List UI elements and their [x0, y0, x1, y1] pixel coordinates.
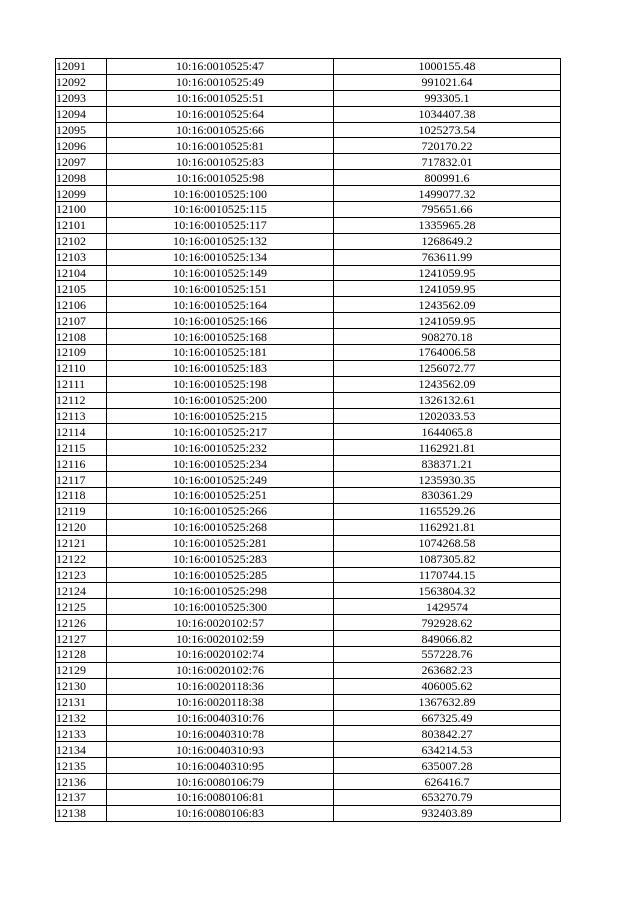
cadastral-code-cell: 10:16:0010525:168 [107, 329, 334, 345]
cadastral-code-cell: 10:16:0010525:98 [107, 170, 334, 186]
cadastral-code-cell: 10:16:0010525:249 [107, 472, 334, 488]
row-id-cell: 12133 [56, 726, 107, 742]
table-row [56, 789, 561, 805]
value-cell: 795651.66 [334, 202, 561, 218]
row-id-cell: 12097 [56, 154, 107, 170]
value-cell: 1243562.09 [334, 297, 561, 313]
table-row [56, 138, 561, 154]
value-cell: 1268649.2 [334, 233, 561, 249]
table-row [56, 662, 561, 678]
cadastral-code-cell: 10:16:0080106:83 [107, 805, 334, 821]
table-row [56, 217, 561, 233]
row-id-cell: 12122 [56, 551, 107, 567]
row-id-cell: 12118 [56, 488, 107, 504]
value-cell: 1241059.95 [334, 265, 561, 281]
row-id-cell: 12105 [56, 281, 107, 297]
table-row [56, 408, 561, 424]
row-id-cell: 12092 [56, 74, 107, 90]
table-row [56, 424, 561, 440]
row-id-cell: 12111 [56, 376, 107, 392]
value-cell: 1165529.26 [334, 503, 561, 519]
cadastral-code-cell: 10:16:0020102:57 [107, 615, 334, 631]
value-cell: 1644065.8 [334, 424, 561, 440]
table-row [56, 631, 561, 647]
row-id-cell: 12137 [56, 789, 107, 805]
value-cell: 1162921.81 [334, 440, 561, 456]
row-id-cell: 12110 [56, 360, 107, 376]
cadastral-code-cell: 10:16:0010525:83 [107, 154, 334, 170]
value-cell: 717832.01 [334, 154, 561, 170]
cadastral-code-cell: 10:16:0020118:38 [107, 694, 334, 710]
row-id-cell: 12123 [56, 567, 107, 583]
cadastral-code-cell: 10:16:0010525:49 [107, 74, 334, 90]
row-id-cell: 12126 [56, 615, 107, 631]
table-row [56, 233, 561, 249]
cadastral-code-cell: 10:16:0010525:132 [107, 233, 334, 249]
value-cell: 1241059.95 [334, 313, 561, 329]
cadastral-code-cell: 10:16:0020118:36 [107, 678, 334, 694]
value-cell: 803842.27 [334, 726, 561, 742]
cadastral-code-cell: 10:16:0010525:66 [107, 122, 334, 138]
cadastral-code-cell: 10:16:0010525:266 [107, 503, 334, 519]
table-row [56, 472, 561, 488]
table-row [56, 488, 561, 504]
cadastral-code-cell: 10:16:0010525:100 [107, 186, 334, 202]
cadastral-code-cell: 10:16:0010525:181 [107, 345, 334, 361]
row-id-cell: 12129 [56, 662, 107, 678]
row-id-cell: 12109 [56, 345, 107, 361]
records-table-body [56, 59, 561, 822]
row-id-cell: 12128 [56, 646, 107, 662]
row-id-cell: 12132 [56, 710, 107, 726]
table-row [56, 74, 561, 90]
cadastral-code-cell: 10:16:0010525:151 [107, 281, 334, 297]
value-cell: 406005.62 [334, 678, 561, 694]
value-cell: 763611.99 [334, 249, 561, 265]
row-id-cell: 12106 [56, 297, 107, 313]
row-id-cell: 12115 [56, 440, 107, 456]
table-row [56, 392, 561, 408]
value-cell: 653270.79 [334, 789, 561, 805]
cadastral-code-cell: 10:16:0010525:251 [107, 488, 334, 504]
table-row [56, 281, 561, 297]
value-cell: 1243562.09 [334, 376, 561, 392]
cadastral-code-cell: 10:16:0010525:200 [107, 392, 334, 408]
cadastral-code-cell: 10:16:0010525:298 [107, 583, 334, 599]
table-row [56, 329, 561, 345]
value-cell: 849066.82 [334, 631, 561, 647]
value-cell: 932403.89 [334, 805, 561, 821]
table-row [56, 615, 561, 631]
row-id-cell: 12094 [56, 106, 107, 122]
row-id-cell: 12093 [56, 90, 107, 106]
value-cell: 634214.53 [334, 742, 561, 758]
value-cell: 1563804.32 [334, 583, 561, 599]
cadastral-code-cell: 10:16:0010525:64 [107, 106, 334, 122]
cadastral-code-cell: 10:16:0010525:183 [107, 360, 334, 376]
value-cell: 1499077.32 [334, 186, 561, 202]
table-row [56, 440, 561, 456]
table-row [56, 503, 561, 519]
table-row [56, 567, 561, 583]
table-row [56, 265, 561, 281]
value-cell: 1764006.58 [334, 345, 561, 361]
row-id-cell: 12101 [56, 217, 107, 233]
value-cell: 830361.29 [334, 488, 561, 504]
cadastral-code-cell: 10:16:0010525:164 [107, 297, 334, 313]
table-row [56, 726, 561, 742]
table-row [56, 694, 561, 710]
cadastral-code-cell: 10:16:0010525:281 [107, 535, 334, 551]
value-cell: 993305.1 [334, 90, 561, 106]
value-cell: 1429574 [334, 599, 561, 615]
value-cell: 1162921.81 [334, 519, 561, 535]
value-cell: 1170744.15 [334, 567, 561, 583]
row-id-cell: 12096 [56, 138, 107, 154]
value-cell: 1326132.61 [334, 392, 561, 408]
cadastral-code-cell: 10:16:0010525:115 [107, 202, 334, 218]
row-id-cell: 12127 [56, 631, 107, 647]
value-cell: 720170.22 [334, 138, 561, 154]
row-id-cell: 12136 [56, 774, 107, 790]
table-row [56, 345, 561, 361]
row-id-cell: 12124 [56, 583, 107, 599]
value-cell: 667325.49 [334, 710, 561, 726]
value-cell: 908270.18 [334, 329, 561, 345]
cadastral-code-cell: 10:16:0020102:59 [107, 631, 334, 647]
value-cell: 557228.76 [334, 646, 561, 662]
value-cell: 1034407.38 [334, 106, 561, 122]
row-id-cell: 12100 [56, 202, 107, 218]
row-id-cell: 12125 [56, 599, 107, 615]
row-id-cell: 12099 [56, 186, 107, 202]
table-row [56, 59, 561, 75]
table-row [56, 583, 561, 599]
row-id-cell: 12095 [56, 122, 107, 138]
cadastral-code-cell: 10:16:0010525:166 [107, 313, 334, 329]
table-row [56, 742, 561, 758]
value-cell: 1074268.58 [334, 535, 561, 551]
row-id-cell: 12135 [56, 758, 107, 774]
cadastral-code-cell: 10:16:0010525:283 [107, 551, 334, 567]
row-id-cell: 12114 [56, 424, 107, 440]
table-row [56, 106, 561, 122]
row-id-cell: 12131 [56, 694, 107, 710]
value-cell: 1087305.82 [334, 551, 561, 567]
cadastral-code-cell: 10:16:0010525:232 [107, 440, 334, 456]
cadastral-code-cell: 10:16:0080106:81 [107, 789, 334, 805]
table-row [56, 551, 561, 567]
cadastral-code-cell: 10:16:0040310:95 [107, 758, 334, 774]
cadastral-code-cell: 10:16:0010525:149 [107, 265, 334, 281]
cadastral-code-cell: 10:16:0010525:234 [107, 456, 334, 472]
records-table [55, 58, 561, 822]
cadastral-code-cell: 10:16:0010525:268 [107, 519, 334, 535]
row-id-cell: 12102 [56, 233, 107, 249]
value-cell: 1025273.54 [334, 122, 561, 138]
table-row [56, 535, 561, 551]
cadastral-code-cell: 10:16:0010525:117 [107, 217, 334, 233]
table-row [56, 758, 561, 774]
table-row [56, 710, 561, 726]
table-row [56, 360, 561, 376]
row-id-cell: 12108 [56, 329, 107, 345]
cadastral-code-cell: 10:16:0010525:51 [107, 90, 334, 106]
row-id-cell: 12098 [56, 170, 107, 186]
cadastral-code-cell: 10:16:0010525:285 [107, 567, 334, 583]
row-id-cell: 12120 [56, 519, 107, 535]
value-cell: 1367632.89 [334, 694, 561, 710]
table-row [56, 456, 561, 472]
table-row [56, 249, 561, 265]
value-cell: 1235930.35 [334, 472, 561, 488]
cadastral-code-cell: 10:16:0020102:74 [107, 646, 334, 662]
table-row [56, 122, 561, 138]
row-id-cell: 12121 [56, 535, 107, 551]
row-id-cell: 12104 [56, 265, 107, 281]
table-row [56, 774, 561, 790]
row-id-cell: 12138 [56, 805, 107, 821]
cadastral-code-cell: 10:16:0020102:76 [107, 662, 334, 678]
table-row [56, 599, 561, 615]
value-cell: 1241059.95 [334, 281, 561, 297]
value-cell: 263682.23 [334, 662, 561, 678]
table-row [56, 805, 561, 821]
table-row [56, 170, 561, 186]
cadastral-code-cell: 10:16:0010525:198 [107, 376, 334, 392]
row-id-cell: 12134 [56, 742, 107, 758]
value-cell: 1202033.53 [334, 408, 561, 424]
value-cell: 991021.64 [334, 74, 561, 90]
value-cell: 800991.6 [334, 170, 561, 186]
cadastral-code-cell: 10:16:0010525:300 [107, 599, 334, 615]
table-row [56, 519, 561, 535]
cadastral-code-cell: 10:16:0040310:78 [107, 726, 334, 742]
cadastral-code-cell: 10:16:0010525:134 [107, 249, 334, 265]
table-row [56, 297, 561, 313]
table-row [56, 678, 561, 694]
cadastral-code-cell: 10:16:0010525:47 [107, 59, 334, 75]
row-id-cell: 12103 [56, 249, 107, 265]
table-row [56, 646, 561, 662]
table-row [56, 186, 561, 202]
row-id-cell: 12119 [56, 503, 107, 519]
value-cell: 1256072.77 [334, 360, 561, 376]
cadastral-code-cell: 10:16:0040310:93 [107, 742, 334, 758]
row-id-cell: 12091 [56, 59, 107, 75]
row-id-cell: 12113 [56, 408, 107, 424]
table-row [56, 154, 561, 170]
row-id-cell: 12112 [56, 392, 107, 408]
table-row [56, 376, 561, 392]
cadastral-code-cell: 10:16:0080106:79 [107, 774, 334, 790]
table-row [56, 90, 561, 106]
cadastral-code-cell: 10:16:0010525:81 [107, 138, 334, 154]
value-cell: 635007.28 [334, 758, 561, 774]
value-cell: 792928.62 [334, 615, 561, 631]
row-id-cell: 12116 [56, 456, 107, 472]
cadastral-code-cell: 10:16:0010525:215 [107, 408, 334, 424]
table-row [56, 313, 561, 329]
row-id-cell: 12130 [56, 678, 107, 694]
row-id-cell: 12107 [56, 313, 107, 329]
row-id-cell: 12117 [56, 472, 107, 488]
cadastral-code-cell: 10:16:0010525:217 [107, 424, 334, 440]
table-row [56, 202, 561, 218]
value-cell: 1335965.28 [334, 217, 561, 233]
value-cell: 626416.7 [334, 774, 561, 790]
value-cell: 838371.21 [334, 456, 561, 472]
value-cell: 1000155.48 [334, 59, 561, 75]
cadastral-code-cell: 10:16:0040310:76 [107, 710, 334, 726]
